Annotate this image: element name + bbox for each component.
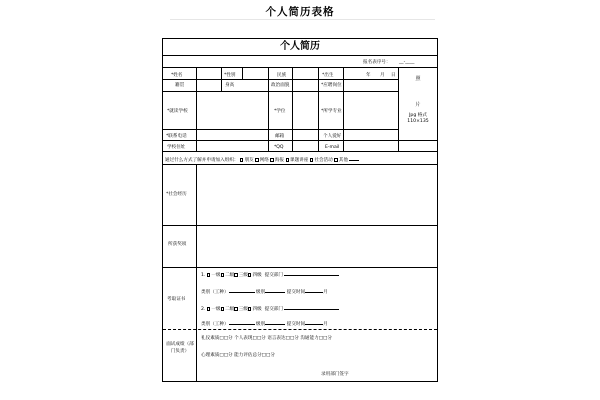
- hobby-label: 个人爱好: [323, 134, 342, 139]
- other-blank[interactable]: [349, 156, 359, 161]
- form-title: 个人简历: [280, 41, 320, 52]
- origin-label: 籍贯: [175, 83, 185, 88]
- target-post-label: *应聘岗位: [321, 83, 342, 88]
- divider: [318, 79, 319, 91]
- divider: [292, 79, 293, 91]
- divider: [163, 91, 398, 92]
- checkbox[interactable]: [286, 158, 290, 162]
- serial-value: __-____: [399, 60, 415, 65]
- grade-label: 级别: [256, 322, 266, 327]
- review-line-2: 心理素质□□分 能力评估总分□□分: [201, 353, 275, 358]
- divider: [163, 164, 437, 165]
- option-level-1: 一级: [211, 307, 221, 312]
- checkbox[interactable]: [221, 273, 225, 277]
- exam-line-1: [201, 271, 339, 279]
- photo-label: 片: [415, 102, 421, 108]
- category-label: 类别（工种）: [201, 290, 229, 295]
- divider: [196, 91, 197, 129]
- submit-dept-label: 提交部门: [264, 273, 283, 278]
- option-level-2: 二级: [225, 273, 235, 278]
- divider: [163, 79, 398, 80]
- divider: [196, 79, 197, 91]
- dashed-divider: [163, 329, 437, 330]
- item-number: 1.: [201, 273, 206, 278]
- awards-label: 所获奖项: [168, 242, 187, 247]
- option-poster: 海报: [274, 158, 285, 163]
- photo-label: 照: [415, 76, 421, 82]
- exam-label: 考取证书: [167, 297, 186, 302]
- blank[interactable]: [229, 288, 255, 293]
- grade-label: 级别: [256, 290, 266, 295]
- divider: [292, 91, 293, 129]
- mailbox-label: 邮箱: [275, 134, 285, 139]
- divider: [343, 67, 344, 79]
- review-line-1: 礼仪素质□□分 个人表现□□分 语言表达□□分 沟通能力□□分: [201, 336, 332, 341]
- option-level-4: 四级: [252, 307, 262, 312]
- divider: [196, 164, 197, 382]
- checkbox[interactable]: [310, 158, 314, 162]
- month-label: 月: [323, 322, 328, 327]
- major-label: *所学专业: [321, 109, 342, 114]
- checkbox[interactable]: [270, 158, 274, 162]
- option-web: 网络: [259, 158, 269, 163]
- blank[interactable]: [265, 320, 285, 325]
- divider: [242, 67, 243, 79]
- review-label: 面试成绩（部门负责）: [166, 342, 194, 354]
- divider: [196, 67, 197, 79]
- divider: [268, 67, 269, 79]
- blank[interactable]: [305, 288, 323, 293]
- option-level-1: 一级: [211, 273, 221, 278]
- exam-line-1b: [201, 288, 328, 296]
- resume-form: [162, 38, 438, 382]
- divider: [163, 67, 437, 68]
- checkbox[interactable]: [221, 307, 225, 311]
- checkbox[interactable]: [334, 158, 338, 162]
- submit-time-label: 提交时间: [286, 290, 306, 295]
- item-number: 2.: [201, 307, 206, 312]
- channel-row: [165, 156, 359, 164]
- political-label: 政治面貌: [271, 83, 290, 88]
- divider: [163, 151, 437, 152]
- divider: [163, 225, 437, 226]
- option-lecture: 课题讲座: [290, 158, 309, 163]
- name-label: *姓名: [171, 73, 183, 78]
- phone-label: *联系电话: [166, 134, 187, 139]
- year-label: 年: [366, 73, 371, 78]
- divider: [163, 129, 398, 130]
- checkbox[interactable]: [207, 273, 211, 277]
- blank[interactable]: [229, 320, 255, 325]
- option-activity: 社会活动: [314, 158, 333, 163]
- checkbox[interactable]: [248, 273, 252, 277]
- option-level-4: 四级: [252, 273, 262, 278]
- qq-label: *QQ: [274, 145, 284, 150]
- divider: [221, 67, 222, 79]
- checkbox[interactable]: [240, 158, 244, 162]
- email-label: E-mail: [325, 145, 340, 150]
- degree-label: *学位: [274, 109, 286, 114]
- submit-dept-label: 提交部门: [264, 307, 283, 312]
- submit-dept-blank[interactable]: [284, 305, 339, 310]
- option-other: 其他: [338, 158, 348, 163]
- serial-label: 报名表序号：: [363, 60, 391, 65]
- blank[interactable]: [305, 320, 323, 325]
- gender-label: *性别: [224, 73, 236, 78]
- divider: [318, 91, 319, 129]
- photo-size: 110×135: [407, 119, 429, 124]
- option-level-3: 三级: [238, 307, 248, 312]
- option-friend: 朋友: [244, 158, 254, 163]
- title-divider: [170, 19, 435, 20]
- divider: [343, 91, 344, 129]
- divider: [268, 79, 269, 91]
- page-title: 个人简历表格: [265, 6, 335, 18]
- divider: [268, 91, 269, 129]
- submit-dept-blank[interactable]: [284, 271, 339, 276]
- checkbox[interactable]: [234, 307, 238, 311]
- day-label: 日: [391, 73, 396, 78]
- month-label: 月: [380, 73, 385, 78]
- option-level-2: 二级: [225, 307, 235, 312]
- ethnicity-label: 民族: [277, 73, 287, 78]
- exam-line-2b: [201, 320, 328, 328]
- divider: [163, 267, 437, 268]
- exam-line-2: [201, 305, 339, 313]
- divider: [163, 55, 437, 56]
- height-label: 身高: [225, 83, 235, 88]
- month-label: 月: [323, 290, 328, 295]
- divider: [221, 79, 222, 91]
- submit-time-label: 提交时间: [286, 322, 306, 327]
- divider: [163, 140, 437, 141]
- checkbox[interactable]: [255, 158, 259, 162]
- blank[interactable]: [265, 288, 285, 293]
- checkbox[interactable]: [248, 307, 252, 311]
- category-label: 类别（工种）: [201, 322, 229, 327]
- option-level-3: 三级: [238, 273, 248, 278]
- sign-label: 录用部门签字: [321, 372, 349, 377]
- experience-label: *社会经历: [166, 192, 187, 197]
- checkbox[interactable]: [207, 307, 211, 311]
- divider: [292, 67, 293, 79]
- channel-question: 通过什么方式了解并申请加入组织：: [165, 158, 239, 163]
- photo-format: Jpg 格式: [409, 113, 427, 118]
- birth-label: *出生: [322, 73, 334, 78]
- checkbox[interactable]: [234, 273, 238, 277]
- divider: [343, 79, 344, 91]
- school-label: *就读学校: [167, 109, 188, 114]
- address-label: 学校住址: [167, 145, 186, 150]
- divider: [318, 67, 319, 79]
